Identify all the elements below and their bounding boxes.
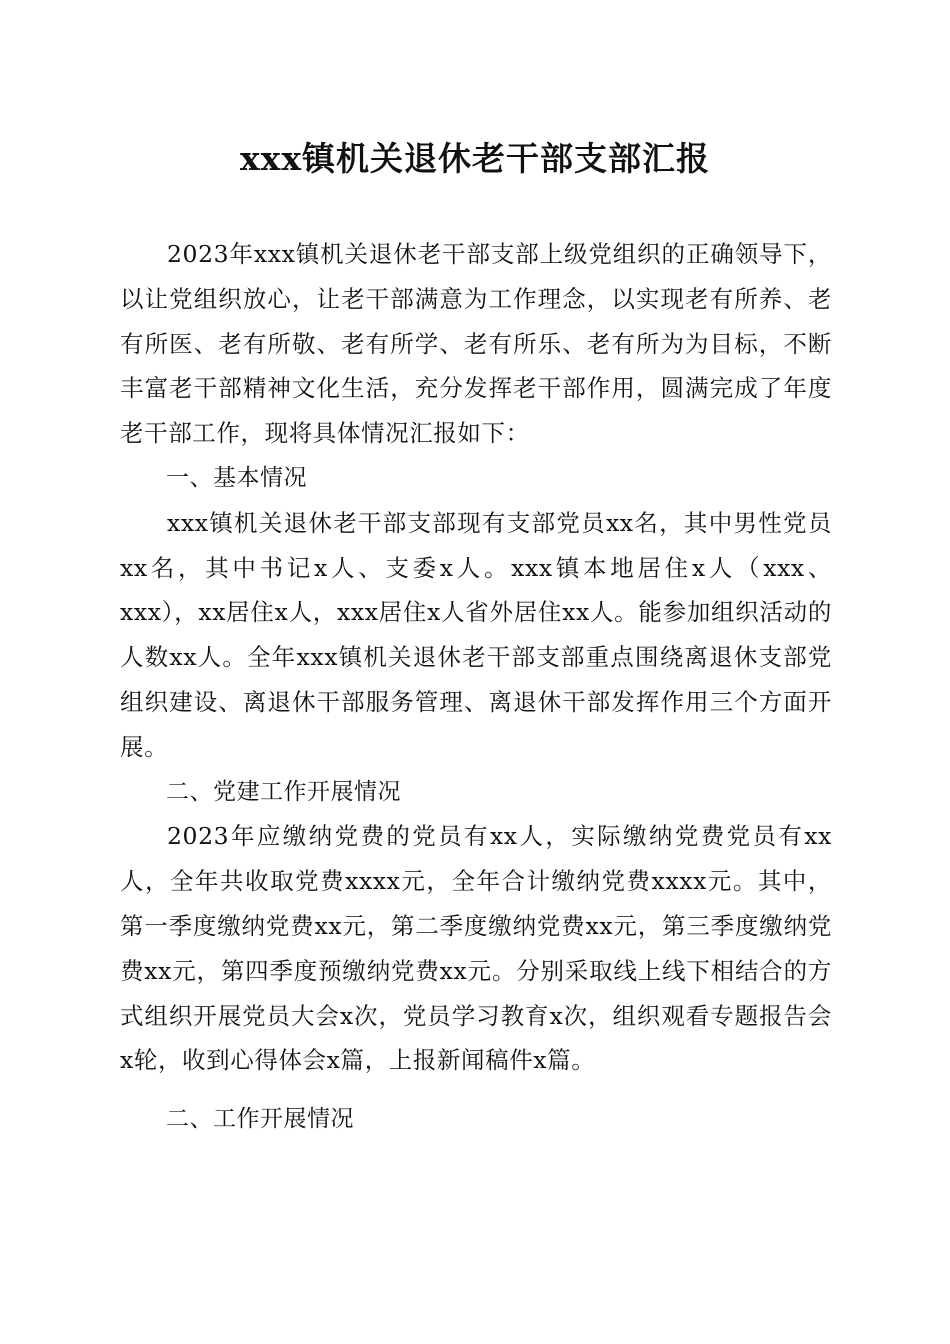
intro-paragraph: 2023年xxx镇机关退休老干部支部上级党组织的正确领导下，以让党组织放心，让老干部满意为工作理念，以实现老有所养、老有所医、老有所敬、老有所学、老有所乐、老有所为为目标，不断丰富老干部精神文化生活，充分发挥老干部作用，圆满完成了年度老干部工作，现将具体情况汇报如下： bbox=[120, 240, 832, 448]
section-heading-party-building: 二、党建工作开展情况 bbox=[166, 778, 401, 805]
document-title: xxx镇机关退休老干部支部汇报 bbox=[239, 139, 711, 178]
document-body bbox=[120, 232, 832, 1142]
section-body-basic-situation: xxx镇机关退休老干部支部现有支部党员xx名，其中男性党员xx名，其中书记x人、支委x人。xxx镇本地居住x人（xxx、xxx），xx居住x人，xxx居住x人省外居住xx人。能参加组织活动的人数xx人。全年xxx镇机关退休老干部支部重点围绕离退休支部党组织建设、离退休干部服务管理、离退休干部发挥作用三个方面开展。 bbox=[120, 508, 832, 761]
section-heading-work-progress: 二、工作开展情况 bbox=[166, 1106, 354, 1133]
section-body-party-building: 2023年应缴纳党费的党员有xx人，实际缴纳党费党员有xx人，全年共收取党费xxxx元，全年合计缴纳党费xxxx元。其中，第一季度缴纳党费xx元，第二季度缴纳党费xx元，第三季度缴纳党费xx元，第四季度预缴纳党费xx元。分别采取线上线下相结合的方式组织开展党员大会x次，党员学习教育x次，组织观看专题报告会x轮，收到心得体会x篇，上报新闻稿件x篇。 bbox=[120, 822, 832, 1075]
section-heading-basic-situation: 一、基本情况 bbox=[166, 464, 307, 491]
